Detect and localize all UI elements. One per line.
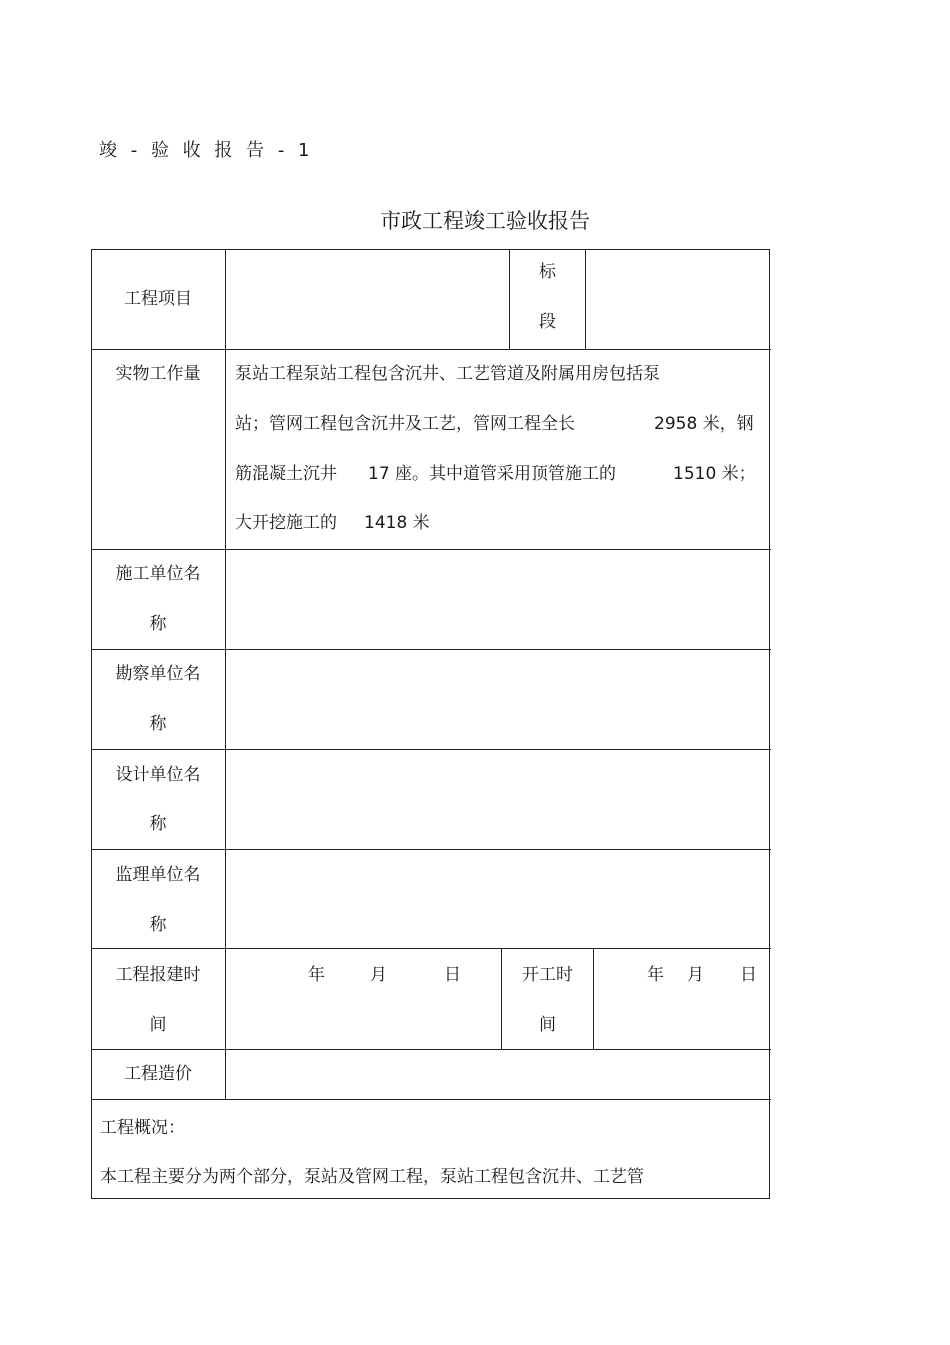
surveyor-label-line1: 勘察单位名 xyxy=(115,664,201,684)
page-header: 竣 - 验 收 报 告 - 1 xyxy=(99,140,314,161)
supervisor-label-line1: 监理单位名 xyxy=(115,865,201,885)
designer-label-line1: 设计单位名 xyxy=(115,765,201,785)
workload-text-line3a: 筋混凝土沉井 xyxy=(235,464,337,484)
workload-text-line4b: 1418 米 xyxy=(364,513,430,533)
workload-text-line4a: 大开挖施工的 xyxy=(235,513,337,533)
project-value-field[interactable] xyxy=(226,250,509,349)
report-year-label: 年 xyxy=(308,965,325,985)
section-value-field[interactable] xyxy=(586,250,770,349)
start-date-label-line2: 间 xyxy=(539,1015,556,1035)
report-day-label: 日 xyxy=(444,965,461,985)
workload-label: 实物工作量 xyxy=(115,364,201,384)
report-month-label: 月 xyxy=(370,965,387,985)
acceptance-form xyxy=(91,249,770,1199)
supervisor-value-field[interactable] xyxy=(226,850,770,947)
workload-text-line1: 泵站工程泵站工程包含沉井、工艺管道及附属用房包括泵 xyxy=(235,364,660,384)
report-date-label-line1: 工程报建时 xyxy=(115,965,201,985)
start-value-divider xyxy=(593,948,594,1049)
report-date-label-line2: 间 xyxy=(149,1015,167,1035)
start-day-label: 日 xyxy=(740,965,757,985)
project-label: 工程项目 xyxy=(124,289,192,309)
supervisor-label-line2: 称 xyxy=(149,915,167,935)
start-month-label: 月 xyxy=(687,965,704,985)
workload-text-line2b: 2958 米，钢 xyxy=(654,414,754,434)
designer-label-line2: 称 xyxy=(149,814,167,834)
cost-label: 工程造价 xyxy=(124,1064,192,1084)
contractor-label-line1: 施工单位名 xyxy=(115,564,201,584)
contractor-value-field[interactable] xyxy=(226,550,770,648)
surveyor-label-line2: 称 xyxy=(149,714,167,734)
surveyor-value-field[interactable] xyxy=(226,650,770,748)
section-label-line2: 段 xyxy=(539,312,556,332)
section-label-line1: 标 xyxy=(539,262,556,282)
workload-text-line3b: 17 座。其中道管采用顶管施工的 xyxy=(368,464,617,484)
workload-text-line2a: 站；管网工程包含沉井及工艺，管网工程全长 xyxy=(235,414,575,434)
cost-value-field[interactable] xyxy=(226,1050,770,1098)
contractor-label-line2: 称 xyxy=(149,614,167,634)
workload-text-line3c: 1510 米； xyxy=(673,464,756,484)
row-divider xyxy=(92,1099,771,1100)
document-title: 市政工程竣工验收报告 xyxy=(380,209,590,233)
designer-value-field[interactable] xyxy=(226,750,770,848)
overview-label: 工程概况： xyxy=(100,1118,185,1138)
start-date-label-line1: 开工时 xyxy=(522,965,573,985)
start-year-label: 年 xyxy=(647,965,664,985)
overview-text: 本工程主要分为两个部分，泵站及管网工程，泵站工程包含沉井、工艺管 xyxy=(100,1167,644,1187)
